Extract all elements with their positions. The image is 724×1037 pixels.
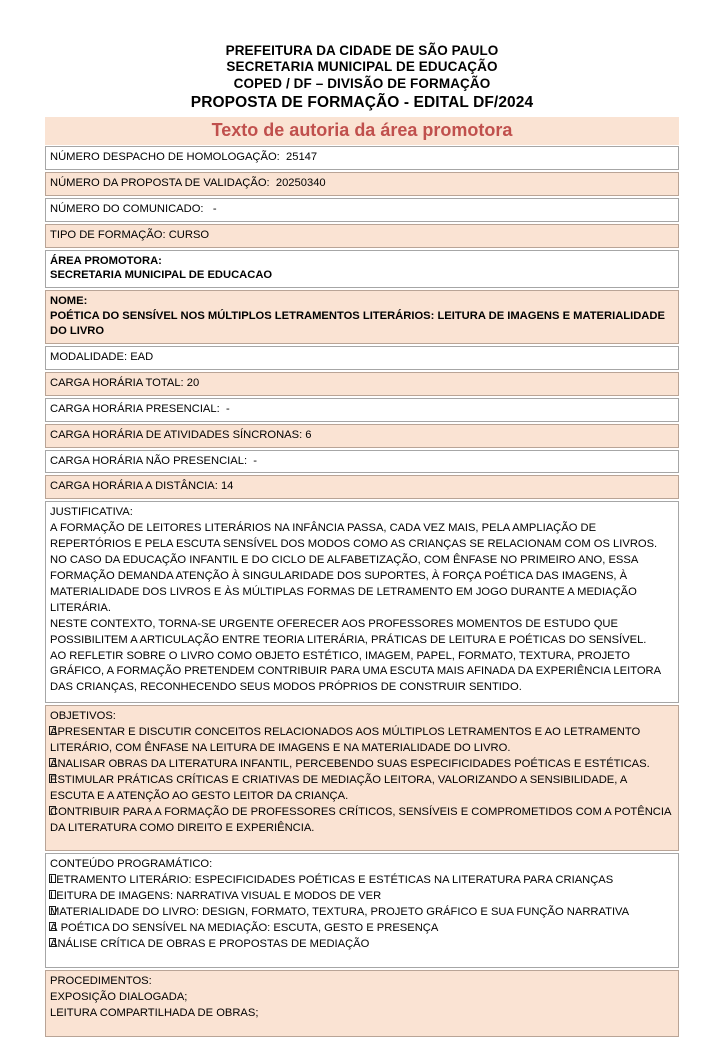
- text-line: CONTRIBUIR PARA A FORMAÇÃO DE PROFESSORES CRÍTICOS, SENSÍVEIS E COMPROMETIDOS COM A POTÊNCIA: [50, 805, 674, 821]
- text-line: DAS CRIANÇAS, RECONHECENDO SEUS MODOS PRÓPRIOS DE CONSTRUIR SENTIDO.: [50, 681, 522, 694]
- text-line: MATERIALIDADE DOS LIVROS E ÀS MÚLTIPLAS FORMAS DE LETRAMENTO EM JOGO DURANTE A MEDIAÇÃO: [50, 585, 637, 598]
- carga-horaria-nao-presencial-text: CARGA HORÁRIA NÃO PRESENCIAL: -: [50, 454, 258, 467]
- text-line: MATERIALIDADE DO LIVRO: DESIGN, FORMATO, TEXTURA, PROJETO GRÁFICO E SUA FUNÇÃO NARRATIVA: [50, 905, 674, 921]
- row-procedimentos: [45, 970, 679, 1037]
- bullet-marker-icon: A: [50, 725, 57, 741]
- tipo-formacao-text: TIPO DE FORMAÇÃO: CURSO: [50, 228, 210, 241]
- justificativa-body: [50, 521, 674, 696]
- document-header: [45, 43, 679, 113]
- text-line: LEITURA COMPARTILHADA DE OBRAS;: [50, 1006, 259, 1019]
- row-carga-horaria-nao-presencial: [45, 450, 679, 474]
- text-line: LITERÁRIA.: [50, 601, 111, 614]
- row-despacho: [45, 146, 679, 170]
- despacho-text: NÚMERO DESPACHO DE HOMOLOGAÇÃO: 25147: [50, 151, 318, 163]
- objetivos-body: [50, 725, 674, 836]
- proposta-text: NÚMERO DA PROPOSTA DE VALIDAÇÃO: 20250340: [50, 176, 326, 189]
- bullet-marker-icon: L: [50, 889, 56, 905]
- row-carga-horaria-total: [45, 372, 679, 396]
- bullet-marker-icon: A: [50, 757, 57, 773]
- carga-horaria-presencial-text: CARGA HORÁRIA PRESENCIAL: -: [50, 402, 230, 415]
- area-promotora-label: ÁREA PROMOTORA:: [50, 254, 162, 267]
- comunicado-text: NÚMERO DO COMUNICADO: -: [50, 202, 217, 215]
- text-line: DA LITERATURA COMO DIREITO E EXPERIÊNCIA.: [50, 821, 315, 834]
- text-line: REPERTÓRIOS E PELA ESCUTA SENSÍVEL DOS MODOS COMO AS CRIANÇAS SE RELACIONAM COM OS LIVROS.: [50, 538, 658, 551]
- bullet-marker-icon: A: [50, 921, 57, 937]
- bullet-marker-icon: C: [50, 805, 58, 821]
- proposal-document: [45, 0, 679, 1037]
- text-line: AO REFLETIR SOBRE O LIVRO COMO OBJETO ESTÉTICO, IMAGEM, PAPEL, FORMATO, TEXTURA, PROJETO: [50, 649, 630, 662]
- row-justificativa: [45, 501, 679, 703]
- area-promotora-value: SECRETARIA MUNICIPAL DE EDUCACAO: [50, 269, 273, 282]
- text-line: LITERÁRIO, COM ÊNFASE NA LEITURA DE IMAGENS E NA MATERIALIDADE DO LIVRO.: [50, 742, 511, 755]
- nome-value-line-2: DO LIVRO: [50, 325, 105, 338]
- text-line: FORMAÇÃO DEMANDA ATENÇÃO À SINGULARIDADE DOS SUPORTES, À FORÇA POÉTICA DAS IMAGENS, À: [50, 569, 628, 582]
- header-line-secretaria: SECRETARIA MUNICIPAL DE EDUCAÇÃO: [226, 59, 498, 75]
- author-banner: Texto de autoria da área promotora: [45, 117, 679, 145]
- text-line: A POÉTICA DO SENSÍVEL NA MEDIAÇÃO: ESCUTA, GESTO E PRESENÇA: [50, 921, 674, 937]
- bullet-marker-icon: L: [50, 873, 56, 889]
- header-line-prefeitura: PREFEITURA DA CIDADE DE SÃO PAULO: [225, 43, 499, 58]
- bullet-marker-icon: A: [50, 937, 57, 953]
- objetivos-label: OBJETIVOS:: [50, 710, 116, 723]
- row-carga-horaria-sincronas: [45, 424, 679, 448]
- modalidade-text: MODALIDADE: EAD: [50, 351, 154, 364]
- carga-horaria-sincronas-text: CARGA HORÁRIA DE ATIVIDADES SÍNCRONAS: 6: [50, 428, 312, 441]
- row-carga-horaria-distancia: [45, 475, 679, 499]
- nome-label: NOME:: [50, 295, 88, 308]
- page-title: PROPOSTA DE FORMAÇÃO - EDITAL DF/2024: [190, 94, 534, 112]
- text-line: NESTE CONTEXTO, TORNA-SE URGENTE OFERECER AOS PROFESSORES MOMENTOS DE ESTUDO QUE: [50, 617, 618, 630]
- text-line: ESCUTA E A ATENÇÃO AO GESTO LEITOR DA CRIANÇA.: [50, 789, 349, 802]
- text-line: ANÁLISE CRÍTICA DE OBRAS E PROPOSTAS DE MEDIAÇÃO: [50, 937, 674, 953]
- row-carga-horaria-presencial: [45, 398, 679, 422]
- text-line: GRÁFICO, A FORMAÇÃO PRETENDEM CONTRIBUIR PARA UMA ESCUTA MAIS AFINADA DA EXPERIÊNCIA LEITORA: [50, 665, 662, 678]
- row-objetivos: [45, 705, 679, 851]
- nome-value-line-1: POÉTICA DO SENSÍVEL NOS MÚLTIPLOS LETRAMENTOS LITERÁRIOS: LEITURA DE IMAGENS E MATERIALIDADE: [50, 310, 665, 323]
- text-line: LEITURA DE IMAGENS: NARRATIVA VISUAL E MODOS DE VER: [50, 889, 674, 905]
- conteudo-body: [50, 873, 674, 953]
- fields-table: [45, 146, 679, 1037]
- text-line: LETRAMENTO LITERÁRIO: ESPECIFICIDADES POÉTICAS E ESTÉTICAS NA LITERATURA PARA CRIANÇAS: [50, 873, 674, 889]
- bullet-marker-icon: E: [50, 773, 57, 789]
- row-conteudo-programatico: [45, 853, 679, 967]
- text-line: ESTIMULAR PRÁTICAS CRÍTICAS E CRIATIVAS DE MEDIAÇÃO LEITORA, VALORIZANDO A SENSIBILIDADE, A: [50, 773, 674, 789]
- text-line: POSSIBILITEM A ARTICULAÇÃO ENTRE TEORIA LITERÁRIA, PRÁTICAS DE LEITURA E POÉTICAS DO SENSÍVEL.: [50, 633, 647, 646]
- carga-horaria-distancia-text: CARGA HORÁRIA A DISTÂNCIA: 14: [50, 480, 234, 493]
- bullet-marker-icon: M: [50, 905, 59, 921]
- row-modalidade: [45, 346, 679, 370]
- row-comunicado: [45, 198, 679, 222]
- procedimentos-label: PROCEDIMENTOS:: [50, 974, 152, 987]
- justificativa-label: JUSTIFICATIVA:: [50, 506, 133, 519]
- text-line: ANALISAR OBRAS DA LITERATURA INFANTIL, PERCEBENDO SUAS ESPECIFICIDADES POÉTICAS E ESTÉTICAS.: [50, 757, 674, 773]
- text-line: EXPOSIÇÃO DIALOGADA;: [50, 990, 188, 1003]
- text-line: APRESENTAR E DISCUTIR CONCEITOS RELACIONADOS AOS MÚLTIPLOS LETRAMENTOS E AO LETRAMENTO: [50, 725, 674, 741]
- procedimentos-body: [50, 990, 674, 1022]
- text-line: NO CASO DA EDUCAÇÃO INFANTIL E DO CICLO DE ALFABETIZAÇÃO, COM ÊNFASE NO PRIMEIRO ANO, ESSA: [50, 554, 639, 567]
- row-nome: [45, 290, 679, 344]
- header-line-coped: COPED / DF – DIVISÃO DE FORMAÇÃO: [233, 75, 491, 91]
- row-proposta-validacao: [45, 172, 679, 196]
- row-area-promotora: [45, 250, 679, 289]
- text-line: A FORMAÇÃO DE LEITORES LITERÁRIOS NA INFÂNCIA PASSA, CADA VEZ MAIS, PELA AMPLIAÇÃO DE: [50, 522, 597, 535]
- conteudo-label: CONTEÚDO PROGRAMÁTICO:: [50, 858, 213, 871]
- carga-horaria-total-text: CARGA HORÁRIA TOTAL: 20: [50, 376, 200, 389]
- row-tipo-formacao: [45, 224, 679, 248]
